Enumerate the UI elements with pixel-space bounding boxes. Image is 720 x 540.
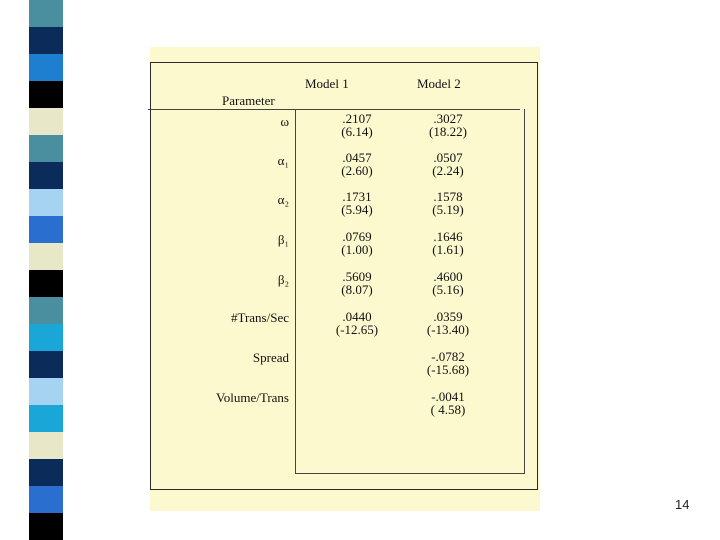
stripe-block (29, 135, 63, 162)
estimate: -.0041 (431, 389, 465, 404)
stripe-block (29, 459, 63, 486)
parameter-label: Volume/Trans (216, 390, 289, 405)
stripe-block (29, 27, 63, 54)
parameter-label: Spread (252, 350, 289, 365)
estimate: .1731 (342, 189, 372, 204)
stripe-block (29, 0, 63, 27)
tstat: (2.60) (341, 163, 373, 178)
estimate: .2107 (342, 111, 372, 126)
value-cell-model-2 (413, 190, 483, 216)
tstat: (-13.40) (426, 322, 470, 337)
estimate: .3027 (433, 111, 463, 126)
decorative-stripe (29, 0, 63, 540)
stripe-block (29, 243, 63, 270)
parameter-label: α₁ (277, 153, 289, 168)
tstat: (5.16) (432, 282, 464, 297)
value-cell-model-2 (413, 350, 483, 376)
stripe-block (29, 189, 63, 216)
column-header-model-2: Model 2 (417, 76, 461, 91)
stripe-block (29, 108, 63, 135)
value-cell-model-1 (322, 151, 392, 177)
parameter-label: #Trans/Sec (230, 310, 289, 325)
estimate: .4600 (433, 269, 463, 284)
parameter-label: ω (280, 114, 289, 129)
value-cell-model-1 (322, 270, 392, 296)
parameter-label: α₂ (277, 192, 289, 207)
tstat: ( 4.58) (430, 402, 466, 417)
stripe-block (29, 513, 63, 540)
estimate: .0359 (433, 309, 463, 324)
value-cell-model-2 (413, 310, 483, 336)
value-cell-model-1 (322, 190, 392, 216)
estimate: .0440 (342, 309, 372, 324)
tstat: (6.14) (341, 124, 373, 139)
value-cell-model-2 (413, 270, 483, 296)
tstat: (-15.68) (426, 362, 470, 377)
tstat: (5.19) (432, 202, 464, 217)
stripe-block (29, 81, 63, 108)
column-header-model-1: Model 1 (305, 76, 349, 91)
tstat: (8.07) (341, 282, 373, 297)
estimate: .0457 (342, 150, 372, 165)
value-cell-model-1 (322, 112, 392, 138)
stripe-block (29, 216, 63, 243)
stripe-block (29, 54, 63, 81)
stripe-block (29, 432, 63, 459)
tstat: (1.00) (341, 242, 373, 257)
value-cell-model-1 (322, 310, 392, 336)
stripe-block (29, 351, 63, 378)
estimate: .1578 (433, 189, 463, 204)
stripe-block (29, 324, 63, 351)
stripe-block (29, 162, 63, 189)
estimate: .0769 (342, 229, 372, 244)
stripe-block (29, 405, 63, 432)
estimate: .1646 (433, 229, 463, 244)
parameter-header: Parameter (222, 93, 275, 108)
value-cell-model-2 (413, 230, 483, 256)
tstat: (2.24) (432, 163, 464, 178)
tstat: (18.22) (429, 124, 467, 139)
value-cell-model-2 (413, 112, 483, 138)
value-cell-model-2 (413, 151, 483, 177)
parameter-label: β₁ (277, 232, 289, 247)
stripe-block (29, 270, 63, 297)
stripe-block (29, 297, 63, 324)
tstat: (5.94) (341, 202, 373, 217)
page-number: 14 (675, 497, 690, 512)
estimate: .5609 (342, 269, 372, 284)
value-cell-model-1 (322, 230, 392, 256)
stripe-block (29, 486, 63, 513)
tstat: (1.61) (432, 242, 464, 257)
estimate: .0507 (433, 150, 463, 165)
tstat: (-12.65) (335, 322, 379, 337)
value-cell-model-2 (413, 390, 483, 416)
estimate: -.0782 (431, 349, 465, 364)
stripe-block (29, 378, 63, 405)
parameter-label: β₂ (277, 272, 289, 287)
